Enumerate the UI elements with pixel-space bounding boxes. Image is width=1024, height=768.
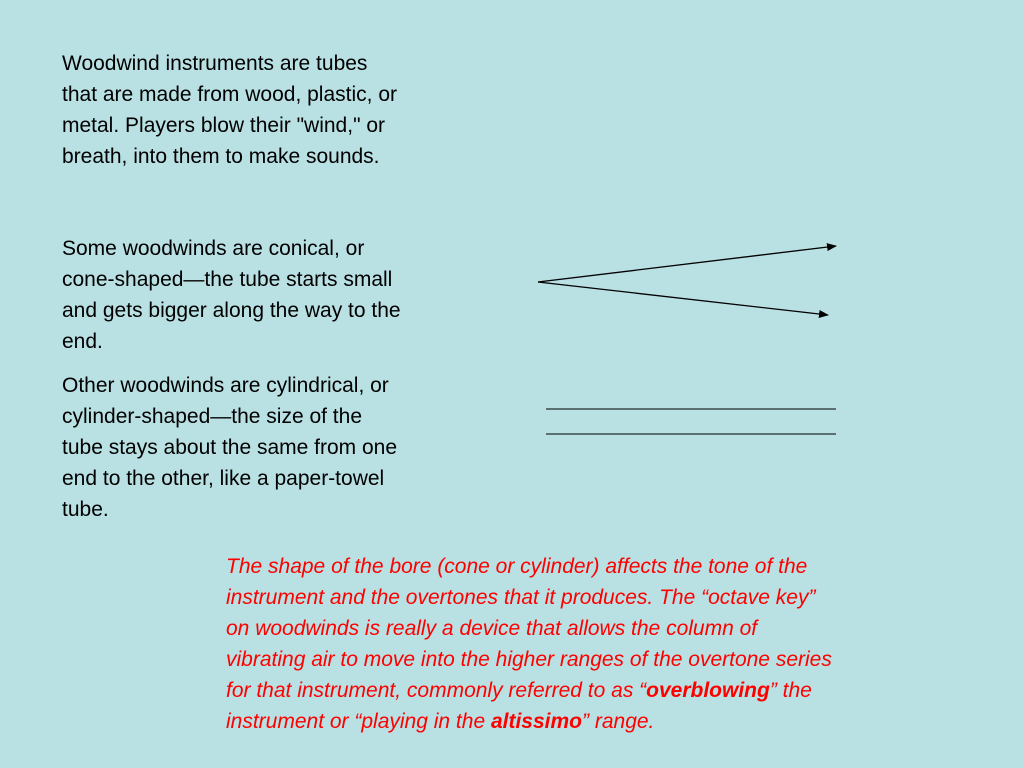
cone-upper-arrow [538,246,836,282]
text-line: tube stays about the same from one [62,436,398,459]
text-line: Woodwind instruments are tubes [62,52,368,75]
text-line: that are made from wood, plastic, or [62,83,397,106]
text-line: cone-shaped—the tube starts small [62,268,393,291]
overblowing-term: overblowing [646,679,770,702]
text-line: metal. Players blow their "wind," or [62,114,386,137]
text-line: tube. [62,498,109,521]
note-line: on woodwinds is really a device that allows the column of [226,617,758,640]
note-line: instrument and the overtones that it produces. The “octave key” [226,586,816,609]
note-line: The shape of the bore (cone or cylinder) affects the tone of the [226,555,808,578]
cylindrical-bore-diagram [546,409,836,434]
bore-shape-note [226,551,986,737]
text-line: and gets bigger along the way to the [62,299,401,322]
note-line: vibrating air to move into the higher ranges of the overtone series [226,648,832,671]
note-line [226,675,986,706]
note-text: ” range. [582,710,655,733]
text-line: Some woodwinds are conical, or [62,237,365,260]
text-line: cylinder-shaped—the size of the [62,405,362,428]
altissimo-term: altissimo [490,710,583,733]
text-line: end to the other, like a paper-towel [62,467,385,490]
text-line: Other woodwinds are cylindrical, or [62,374,389,397]
note-text: ” the [769,679,812,702]
note-text: instrument or “playing in the [226,710,491,733]
conical-bore-diagram [538,246,836,315]
note-line [226,706,986,737]
text-line: breath, into them to make sounds. [62,145,380,168]
cone-lower-arrow [538,282,828,315]
text-line: end. [62,330,103,353]
note-text: for that instrument, commonly referred to as “ [226,679,647,702]
